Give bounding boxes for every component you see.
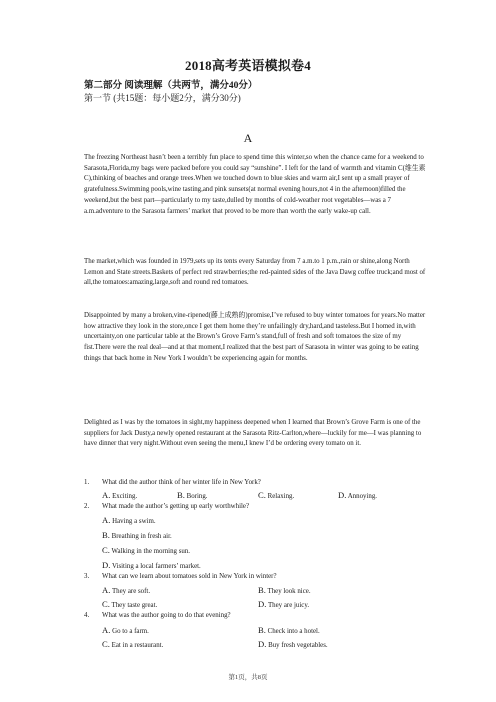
passage-paragraph-3: Disappointed by many a broken,vine-ripened(藤上成熟的)promise,I’ve refused to buy winter tomatoes for years.No matter how attractive they look in the store,once I get them home they’re unfailingly dry,hard,and tasteless.But I homed in,with uncertainty,on one particular table at the Brown’s Grove Farm’s stand,full of fresh and soft tomatoes the size of my fist.There were the real deal—and at that moment,I realized that the best part of Sarasota in winter was going to be eating things that back home in New York I wouldn’t be experiencing again for months. bbox=[84, 312, 426, 362]
option-text: They taste great. bbox=[111, 602, 158, 609]
option-letter: A. bbox=[102, 625, 111, 635]
page-footer: 第1页，共8页 bbox=[228, 674, 268, 681]
option-letter: A. bbox=[102, 585, 111, 595]
option-letter: C. bbox=[102, 639, 110, 649]
q3-option-c[interactable] bbox=[102, 599, 157, 611]
option-letter: B. bbox=[258, 625, 266, 635]
option-text: Buy fresh vegetables. bbox=[268, 642, 328, 649]
option-letter: D. bbox=[258, 639, 267, 649]
q4-option-b[interactable] bbox=[258, 625, 320, 637]
option-text: Check into a hotel. bbox=[267, 628, 320, 635]
option-text: Exciting. bbox=[112, 493, 138, 500]
option-text: Breathing in fresh air. bbox=[111, 533, 172, 540]
q3-option-a[interactable] bbox=[102, 585, 150, 597]
q3-option-d[interactable] bbox=[258, 599, 309, 611]
question-stem: What made the author’s getting up early worthwhile? bbox=[102, 503, 250, 510]
option-letter: B. bbox=[258, 585, 266, 595]
q4-option-a[interactable] bbox=[102, 625, 149, 637]
option-text: Eat in a restaurant. bbox=[111, 642, 164, 649]
passage-letter: A bbox=[243, 131, 253, 145]
question-number: 2. bbox=[84, 503, 90, 510]
question-stem: What can we learn about tomatoes sold in New York in winter? bbox=[102, 573, 277, 580]
section-heading: 第一节 (共15题：每小题2分，满分30分) bbox=[84, 93, 241, 103]
option-text: Annoying. bbox=[347, 493, 377, 500]
passage-paragraph-4: Delighted as I was by the tomatoes in sight,my happiness deepened when I learned that Brown’s Grove Farm is one of the suppliers for Jack Dusty,a newly opened restaurant at the Sarasota Ritz-Carlton,where—luckily for me—I was planning to have dinner that very night.Without even seeing the menu,I knew I’d be ordering every tomato on it. bbox=[84, 419, 422, 448]
option-text: Visiting a local farmers’ market. bbox=[111, 563, 201, 570]
question-stem: What was the author going to do that evening? bbox=[102, 612, 231, 619]
passage-paragraph-2: The market,which was founded in 1979,sets up its tents every Saturday from 7 a.m.to 1 p.m.,rain or shine,along North Lemon and State streets.Baskets of perfect red strawberries;the red-painted sides of the Java Dawg coffee truck;and most of all,the tomatoes:amazing,large,soft and round red tomatoes. bbox=[84, 258, 426, 287]
passage-paragraph-1: The freezing Northeast hasn’t been a terribly fun place to spend time this winter,so when the chance came for a weekend to Sarasota,Florida,my bags were packed before you could say “sunshine”. I left for the land of warmth and vitamin C(维生素C),thinking of beaches and orange trees.When we touched down to blue skies and warm air,I sent up a small prayer of gratefulness.Swimming pools,wine tasting,and pink sunsets(at normal evening hours,not 4 in the afternoon)filled the weekend,but the best part—particularly to my taste,dulled by months of cold-weather root vegetables—was a 7 a.m.adventure to the Sarasota farmers’ market that proved to be more than worth the early wake-up call. bbox=[84, 154, 426, 215]
question-number: 4. bbox=[84, 612, 90, 619]
question-number: 1. bbox=[84, 479, 90, 486]
option-text: They are soft. bbox=[111, 588, 151, 595]
option-letter: C. bbox=[258, 490, 266, 500]
question-number: 3. bbox=[84, 573, 90, 580]
q2-option-a[interactable] bbox=[102, 515, 156, 527]
option-text: They are juicy. bbox=[267, 602, 310, 609]
option-text: Walking in the morning sun. bbox=[111, 548, 190, 555]
q1-option-a[interactable] bbox=[102, 490, 137, 502]
option-letter: B. bbox=[102, 530, 110, 540]
option-text: Having a swim. bbox=[112, 518, 156, 525]
option-letter: B. bbox=[177, 490, 185, 500]
q2-option-d[interactable] bbox=[102, 560, 201, 572]
q1-option-b[interactable] bbox=[177, 490, 208, 502]
q1-option-d[interactable] bbox=[338, 490, 377, 502]
q4-option-c[interactable] bbox=[102, 639, 163, 651]
option-text: They look nice. bbox=[267, 588, 311, 595]
q2-option-b[interactable] bbox=[102, 530, 172, 542]
page-title: 2018高考英语模拟卷4 bbox=[185, 58, 311, 73]
q4-option-d[interactable] bbox=[258, 639, 328, 651]
option-letter: C. bbox=[102, 545, 110, 555]
option-letter: A. bbox=[102, 490, 111, 500]
q2-option-c[interactable] bbox=[102, 545, 190, 557]
option-text: Boring. bbox=[186, 493, 208, 500]
option-letter: D. bbox=[338, 490, 347, 500]
option-letter: A. bbox=[102, 515, 111, 525]
option-letter: D. bbox=[258, 599, 267, 609]
q1-option-c[interactable] bbox=[258, 490, 294, 502]
q3-option-b[interactable] bbox=[258, 585, 311, 597]
option-letter: C. bbox=[102, 599, 110, 609]
part-heading: 第二部分 阅读理解（共两节，满分40分） bbox=[84, 81, 258, 91]
question-stem: What did the author think of her winter life in New York? bbox=[102, 479, 261, 486]
option-letter: D. bbox=[102, 560, 111, 570]
option-text: Go to a farm. bbox=[112, 628, 149, 635]
option-text: Relaxing. bbox=[267, 493, 295, 500]
